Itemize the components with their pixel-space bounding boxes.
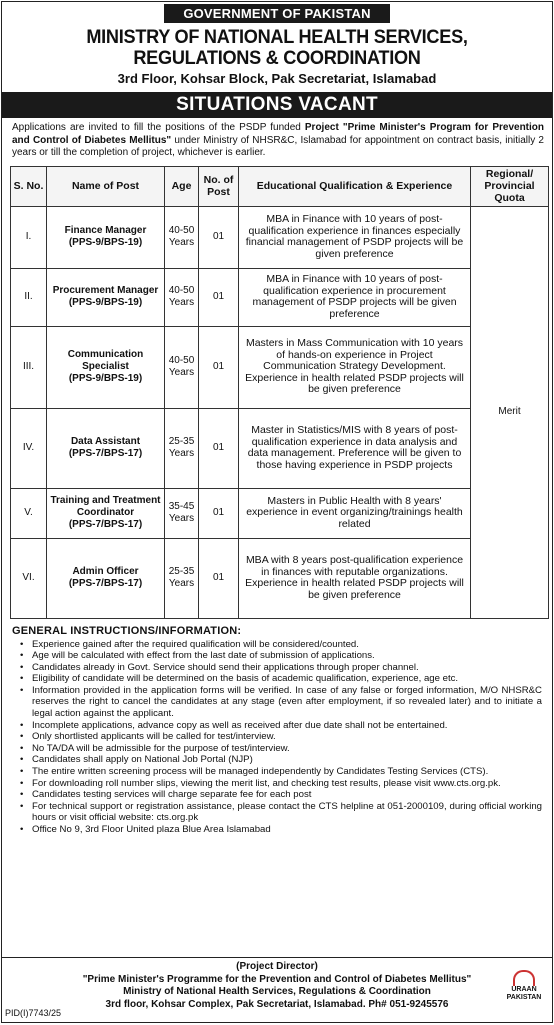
list-item: • Experience gained after the required qualification will be considered/counted. xyxy=(12,639,542,651)
header-qualification: Educational Qualification & Experience xyxy=(239,166,471,206)
positions-table xyxy=(10,166,549,619)
cell-post xyxy=(47,268,165,326)
cell-qualification: Masters in Mass Communication with 10 years of hands-on experience in Project Communication Strategy Development. Experience in health related PSDP projects will be given preference xyxy=(239,326,471,408)
age-range: 25-35 xyxy=(168,436,195,447)
list-item: • Incomplete applications, advance copy as well as received after due date shall not be entertained. xyxy=(12,720,542,732)
table-row xyxy=(11,408,549,488)
cell-count: 01 xyxy=(199,488,239,538)
post-scale: (PPS-9/BPS-19) xyxy=(68,237,143,248)
age-range: 40-50 xyxy=(168,225,195,236)
post-scale: (PPS-7/BPS-17) xyxy=(68,578,143,589)
cell-qualification: Master in Statistics/MIS with 8 years of post-qualification experience in data analysis and data management. Preference will be given to those having experience in PSDP projects xyxy=(239,408,471,488)
uraan-pakistan-logo xyxy=(502,970,546,1014)
header-post: Name of Post xyxy=(47,166,165,206)
list-item: • Candidates testing services will charge separate fee for each post xyxy=(12,789,542,801)
ministry-address: 3rd Floor, Kohsar Block, Pak Secretariat, Islamabad xyxy=(117,71,437,86)
cell-qualification: MBA with 8 years post-qualification experience in finances with reputable organizations. Experience in health related PSDP projects will be given preference xyxy=(239,538,471,618)
post-name: Training and Treatment Coordinator xyxy=(50,495,161,518)
age-unit: Years xyxy=(168,297,195,308)
list-item: • Candidates shall apply on National Job Portal (NJP) xyxy=(12,754,542,766)
cell-sno: II. xyxy=(11,268,47,326)
post-scale: (PPS-9/BPS-19) xyxy=(68,297,143,308)
list-item: • The entire written screening process will be managed independently by Candidates Testing Services (CTS). xyxy=(12,766,542,778)
post-scale: (PPS-9/BPS-19) xyxy=(68,373,143,384)
cell-sno: IV. xyxy=(11,408,47,488)
cell-age xyxy=(165,268,199,326)
situations-vacant-banner: SITUATIONS VACANT xyxy=(2,92,552,118)
cell-age xyxy=(165,326,199,408)
list-item: • For technical support or registration assistance, please contact the CTS helpline at 051-2000109, during official working hours or visit official website: cts.org.pk xyxy=(12,801,542,824)
header-count: No. of Post xyxy=(199,166,239,206)
cell-count: 01 xyxy=(199,408,239,488)
age-range: 25-35 xyxy=(168,566,195,577)
cell-count: 01 xyxy=(199,268,239,326)
age-unit: Years xyxy=(168,578,195,589)
cell-count: 01 xyxy=(199,206,239,268)
post-name: Procurement Manager xyxy=(52,285,159,296)
list-item: • Office No 9, 3rd Floor United plaza Blue Area Islamabad xyxy=(12,824,542,836)
table-row xyxy=(11,538,549,618)
list-item: • Candidates already in Govt. Service should send their applications through proper channel. xyxy=(12,662,542,674)
cell-age xyxy=(165,538,199,618)
post-scale: (PPS-7/BPS-17) xyxy=(68,519,143,530)
list-item: • For downloading roll number slips, viewing the merit list, and checking test results, please visit www.cts.org.pk. xyxy=(12,778,542,790)
footer-ministry: Ministry of National Health Services, Regulations & Coordination xyxy=(123,986,431,997)
age-unit: Years xyxy=(168,367,195,378)
logo-text-2: PAKISTAN xyxy=(506,994,542,1001)
logo-text-1: URAAN xyxy=(511,986,537,993)
cell-count: 01 xyxy=(199,326,239,408)
cell-age xyxy=(165,408,199,488)
footer-title: (Project Director) xyxy=(236,961,318,972)
post-scale: (PPS-7/BPS-17) xyxy=(68,448,143,459)
list-item: • Eligibility of candidate will be determined on the basis of academic qualification, experience, age etc. xyxy=(12,673,542,685)
cell-post xyxy=(47,488,165,538)
cell-age xyxy=(165,488,199,538)
age-range: 40-50 xyxy=(168,355,195,366)
table-row xyxy=(11,488,549,538)
cell-sno: I. xyxy=(11,206,47,268)
list-item: • Information provided in the application forms will be verified. In case of any false or forged information, M/O NHSR&C reserves the right to cancel the candidates at any stage (even after employment, if so revealed later) and to initiate a legal action against the applicant. xyxy=(12,685,542,720)
government-heading: GOVERNMENT OF PAKISTAN xyxy=(164,4,390,23)
age-unit: Years xyxy=(168,237,195,248)
cell-sno: VI. xyxy=(11,538,47,618)
cell-sno: V. xyxy=(11,488,47,538)
list-item: • Age will be calculated with effect from the last date of submission of applications. xyxy=(12,650,542,662)
table-header-row xyxy=(11,166,549,206)
header-sno: S. No. xyxy=(11,166,47,206)
age-unit: Years xyxy=(168,513,195,524)
age-range: 35-45 xyxy=(168,501,195,512)
header-age: Age xyxy=(165,166,199,206)
post-name: Data Assistant xyxy=(70,436,141,447)
cell-qualification: MBA in Finance with 10 years of post-qualification experience in finances especially financial management of PSDP projects will be given preference xyxy=(239,206,471,268)
table-row xyxy=(11,268,549,326)
ministry-title xyxy=(21,27,533,69)
footer-programme: "Prime Minister's Programme for the Prevention and Control of Diabetes Mellitus" xyxy=(82,973,472,985)
cell-qualification: Masters in Public Health with 8 years' experience in event organizing/trainings health related xyxy=(239,488,471,538)
footer-signature-block xyxy=(2,957,552,1011)
cell-count: 01 xyxy=(199,538,239,618)
header-quota: Regional/ Provincial Quota xyxy=(471,166,549,206)
intro-text-2: under Ministry of NHSR&C, Islamabad for appointment on contract basis, initially 2 years or till the completion of project, whichever is earlier. xyxy=(12,134,544,158)
pid-number: PID(I)7743/25 xyxy=(5,1008,62,1018)
logo-mark-icon xyxy=(513,970,535,986)
intro-text-1: Applications are invited to fill the positions of the PSDP funded xyxy=(12,122,305,133)
cell-post xyxy=(47,326,165,408)
instructions-list xyxy=(2,639,552,836)
age-range: 40-50 xyxy=(168,285,195,296)
list-item: • No TA/DA will be admissible for the purpose of test/interview. xyxy=(12,743,542,755)
ministry-title-line1: MINISTRY OF NATIONAL HEALTH SERVICES, xyxy=(86,26,468,48)
post-name: Admin Officer xyxy=(72,566,139,577)
intro-paragraph xyxy=(2,118,552,160)
advertisement-page xyxy=(1,1,553,1023)
cell-age xyxy=(165,206,199,268)
cell-qualification: MBA in Finance with 10 years of post-qualification experience in procurement management of PSDP projects will be given preference xyxy=(239,268,471,326)
cell-post xyxy=(47,538,165,618)
table-row xyxy=(11,206,549,268)
footer-address: 3rd floor, Kohsar Complex, Pak Secretariat, Islamabad. Ph# 051-9245576 xyxy=(105,998,449,1010)
post-name: Finance Manager xyxy=(64,225,147,236)
cell-sno: III. xyxy=(11,326,47,408)
post-name: Communication Specialist xyxy=(67,349,144,372)
table-row xyxy=(11,326,549,408)
list-item: • Only shortlisted applicants will be called for test/interview. xyxy=(12,731,542,743)
cell-quota: Merit xyxy=(471,206,549,618)
cell-post xyxy=(47,206,165,268)
age-unit: Years xyxy=(168,448,195,459)
instructions-title: GENERAL INSTRUCTIONS/INFORMATION: xyxy=(12,624,242,637)
ministry-title-line2: REGULATIONS & COORDINATION xyxy=(133,47,421,69)
intro-project-name: Project "Prime Minister's Program for Prevention and Control of Diabetes Mellitus" xyxy=(12,122,544,146)
cell-post xyxy=(47,408,165,488)
